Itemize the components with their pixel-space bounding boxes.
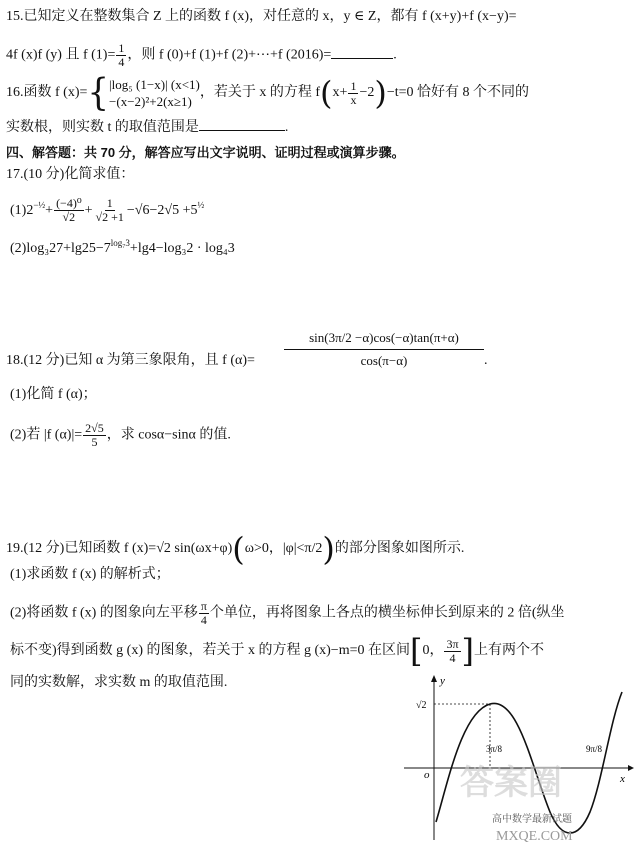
q16-line1 <box>6 71 530 115</box>
q17-p1-rest-exp: ½ <box>197 200 205 210</box>
q16-case1: |log₅ (1−x)| (x<1) <box>109 77 200 92</box>
q16-paren-open: ( <box>320 74 333 112</box>
tick-9pi-8: 9π/8 <box>586 744 603 754</box>
q17-p1-rest: −√6−2√5 +5 <box>126 203 198 218</box>
q15-frac-num: 1 <box>118 41 125 55</box>
q17-frac2 <box>94 197 126 224</box>
q16-inner-b: −2 <box>359 85 375 101</box>
q19-p2-b: 个单位，再将图象上各点的横坐标伸长到原来的 2 倍(纵坐 <box>209 605 565 621</box>
q19-line1 <box>6 530 465 568</box>
q16-frac-num: 1 <box>350 78 357 93</box>
q19-lead: 19.(12 分)已知函数 f (x)=√2 sin(ωx+φ) <box>6 541 233 557</box>
q15-end: . <box>393 47 397 63</box>
q19-p2-frac-num: π <box>200 599 207 613</box>
q16-paren-close: ) <box>374 74 387 112</box>
watermark-url: MXQE.COM <box>496 829 573 844</box>
q19-p3-frac-den: 4 <box>449 650 456 665</box>
q18-p2-b: ，求 cosα−sinα 的值. <box>106 427 231 443</box>
q19-part2 <box>10 600 565 627</box>
q16-end: . <box>284 120 289 135</box>
q17-frac1 <box>54 197 84 224</box>
q16-tail: −t=0 恰好有 8 个不同的 <box>386 85 530 101</box>
q17-part1 <box>10 196 204 224</box>
q15-line2 <box>6 42 397 69</box>
q16-cases <box>109 76 200 110</box>
q18-denominator: cos(π−α) <box>360 353 408 368</box>
q18-part1: (1)化简 f (α)； <box>10 387 97 402</box>
watermark-subtitle: 高中数学最新试题 <box>492 814 572 825</box>
q17-title: 17.(10 分)化简求值： <box>6 167 135 182</box>
tick-3pi-8: 3π/8 <box>486 744 503 754</box>
x-axis-label: x <box>620 773 625 785</box>
x-axis-arrow-icon <box>628 765 634 771</box>
q19-paren-open: ( <box>232 530 245 568</box>
origin-label: o <box>424 769 430 781</box>
y-max-label: √2 <box>416 700 427 711</box>
q17-p1-exp: −½ <box>33 200 46 210</box>
q18-fraction <box>284 330 484 369</box>
q16-brace-icon: { <box>87 71 110 115</box>
q17-p1-plus1: + <box>45 203 54 218</box>
q19-p2-fraction <box>199 600 209 627</box>
q15-line1: 15.已知定义在整数集合 Z 上的函数 f (x)，对任意的 x，y ∈ Z，都有 f (x+y)+f (x−y)= <box>6 9 517 24</box>
q17-p1-plus2: + <box>84 203 93 218</box>
q18-part2 <box>10 422 231 449</box>
q16-case2: −(x−2)²+2(x≥1) <box>109 94 192 109</box>
q15-line2-b: ，则 f (0)+f (1)+f (2)+⋯+f (2016)= <box>127 47 332 63</box>
q15-line2-a: 4f (x)f (y) 且 f (1)= <box>6 47 116 63</box>
q17-frac1-den: √2 <box>62 210 76 225</box>
q19-p3-frac-num: 3π <box>446 636 459 651</box>
q17-part2 <box>10 234 235 258</box>
q16-mid: ，若关于 x 的方程 f <box>199 85 321 101</box>
q17-p1-label: (1)2 <box>10 203 34 218</box>
q17-p2-a: (2)log₃27+lg25−7 <box>10 241 111 256</box>
q17-p2-exp: log₇3 <box>110 238 130 248</box>
q16-line2-text: 实数根，则实数 t 的取值范围是 <box>6 120 199 135</box>
q19-paren-close: ) <box>322 530 335 568</box>
q18-p2-a: (2)若 |f (α)|= <box>10 427 83 443</box>
q19-p3-fraction <box>444 638 460 665</box>
q18-end: . <box>484 353 488 368</box>
q19-p3-a: 标不变)得到函数 g (x) 的图象，若关于 x 的方程 g (x)−m=0 在区间 <box>10 643 410 659</box>
q19-p2-frac-den: 4 <box>200 613 207 627</box>
q17-frac1-num: (−4)⁰ <box>56 196 82 211</box>
y-axis-arrow-icon <box>431 675 437 682</box>
q19-p2-a: (2)将函数 f (x) 的图象向左平移 <box>10 605 198 621</box>
q17-p2-b: +lg4−log₃2 · log₄3 <box>129 241 235 256</box>
q16-fraction <box>348 80 358 107</box>
q19-condition: ω>0，|φ|<π/2 <box>244 541 323 557</box>
q18-p2-frac-den: 5 <box>91 435 98 449</box>
q19-p3-b: 上有两个不 <box>474 643 545 659</box>
q19-part3 <box>10 632 545 670</box>
q16-inner-a: x+ <box>332 85 348 101</box>
q18-numerator: sin(3π/2 −α)cos(−α)tan(π+α) <box>284 330 484 350</box>
q18-lead: 18.(12 分)已知 α 为第三象限角，且 f (α)= <box>6 353 255 368</box>
y-axis-label: y <box>440 675 445 687</box>
sine-curve <box>436 692 622 833</box>
q16-line2 <box>6 118 288 137</box>
q16-lead: 16.函数 f (x)= <box>6 85 88 101</box>
q16-frac-den: x <box>350 92 357 107</box>
q17-frac2-num: 1 <box>106 196 113 211</box>
q19-interval-start: 0， <box>422 643 444 659</box>
q15-answer-blank <box>331 46 393 59</box>
sine-graph <box>400 672 636 844</box>
q17-frac2-den: √2 +1 <box>95 210 124 225</box>
q19-bracket-close: ] <box>461 632 475 670</box>
q18-p2-frac-num: 2√5 <box>85 421 104 435</box>
q19-bracket-open: [ <box>410 632 423 670</box>
q16-answer-blank <box>199 118 285 131</box>
q19-part4: 同的实数解，求实数 m 的取值范围. <box>10 675 228 690</box>
q19-part1: (1)求函数 f (x) 的解析式； <box>10 567 170 582</box>
q18-p2-fraction <box>83 422 106 449</box>
watermark: 答案圈 <box>460 765 562 802</box>
q19-tail: 的部分图象如图所示. <box>334 541 465 557</box>
q15-frac-den: 4 <box>118 55 125 69</box>
section-4-heading: 四、解答题：共 70 分，解答应写出文字说明、证明过程或演算步骤。 <box>6 145 405 160</box>
q15-fraction <box>116 42 126 69</box>
